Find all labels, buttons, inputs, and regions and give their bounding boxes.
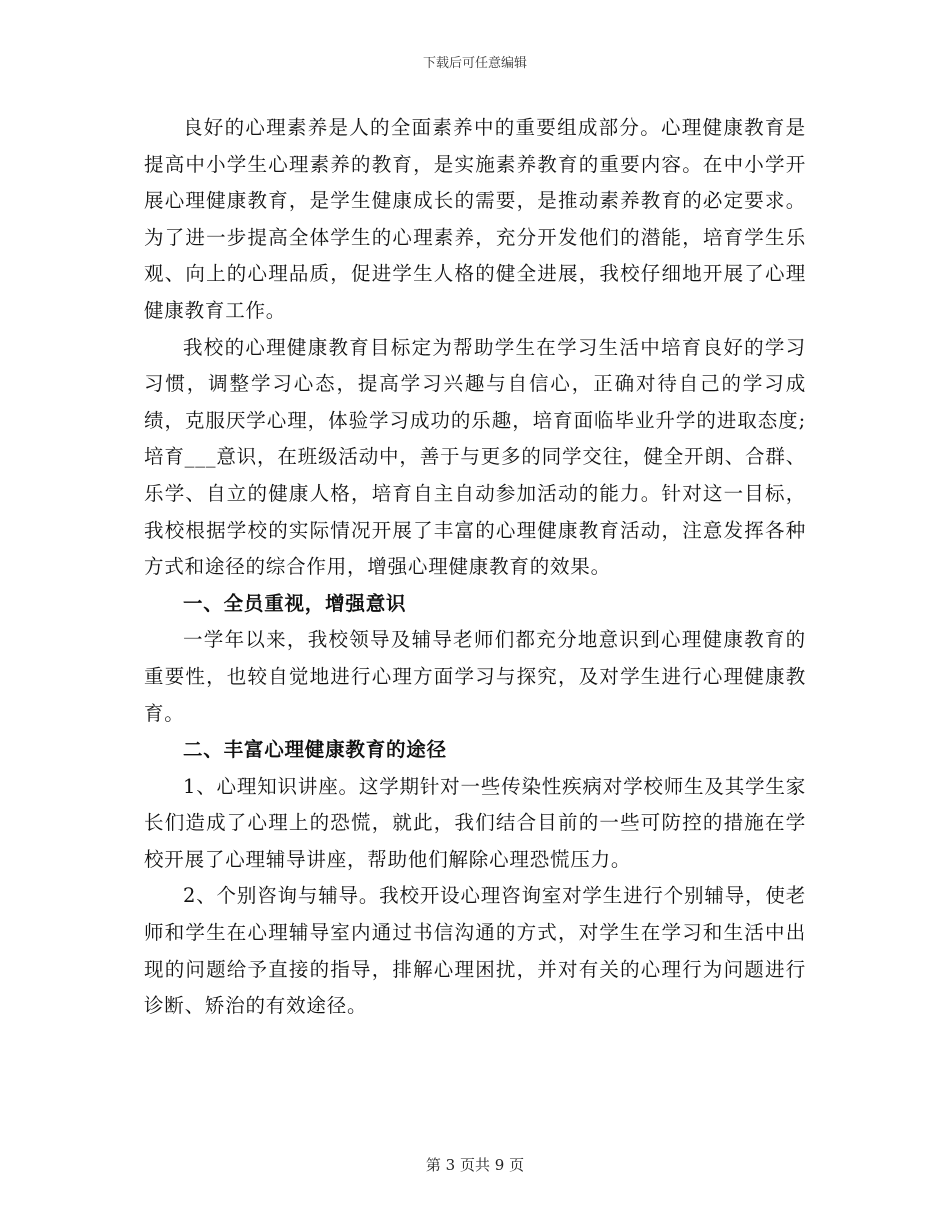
section-heading-1: 一、全员重视，增强意识 <box>183 591 407 615</box>
paragraph-counseling: 2、个别咨询与辅导。我校开设心理咨询室对学生进行个别辅导，使老师和学生在心理辅导室内通过书信沟通的方式，对学生在学习和生活中出现的问题给予直接的指导，排解心理困扰，并对有关的心理行为问题进行诊断、矫治的有效途径。 <box>144 884 806 1018</box>
page-header: 下载后可任意编辑 <box>422 56 527 71</box>
paragraph-lectures: 1、心理知识讲座。这学期针对一些传染性疾病对学校师生及其学生家长们造成了心理上的恐慌，就此，我们结合目前的一些可防控的措施在学校开展了心理辅导讲座，帮助他们解除心理恐慌压力。 <box>144 774 806 871</box>
paragraph-section-1: 一学年以来，我校领导及辅导老师们都充分地意识到心理健康教育的重要性，也较自觉地进行心理方面学习与探究，及对学生进行心理健康教育。 <box>144 628 806 725</box>
document-body <box>144 110 806 1025</box>
paragraph-intro: 良好的心理素养是人的全面素养中的重要组成部分。心理健康教育是提高中小学生心理素养的教育，是实施素养教育的重要内容。在中小学开展心理健康教育，是学生健康成长的需要，是推动素养教育的必定要求。为了进一步提高全体学生的心理素养，充分开发他们的潜能，培育学生乐观、向上的心理品质，促进学生人格的健全进展，我校仔细地开展了心理健康教育工作。 <box>144 116 806 322</box>
section-heading-2: 二、丰富心理健康教育的途径 <box>183 738 447 762</box>
paragraph-goals: 我校的心理健康教育目标定为帮助学生在学习生活中培育良好的学习习惯，调整学习心态，提高学习兴趣与自信心，正确对待自己的学习成绩，克服厌学心理，体验学习成功的乐趣，培育面临毕业升学的进取态度;培育___意识，在班级活动中，善于与更多的同学交往，健全开朗、合群、乐学、自立的健康人格，培育自主自动参加活动的能力。针对这一目标，我校根据学校的实际情况开展了丰富的心理健康教育活动，注意发挥各种方式和途径的综合作用，增强心理健康教育的效果。 <box>144 335 806 579</box>
page-number: 第 3 页共 9 页 <box>425 1156 525 1174</box>
